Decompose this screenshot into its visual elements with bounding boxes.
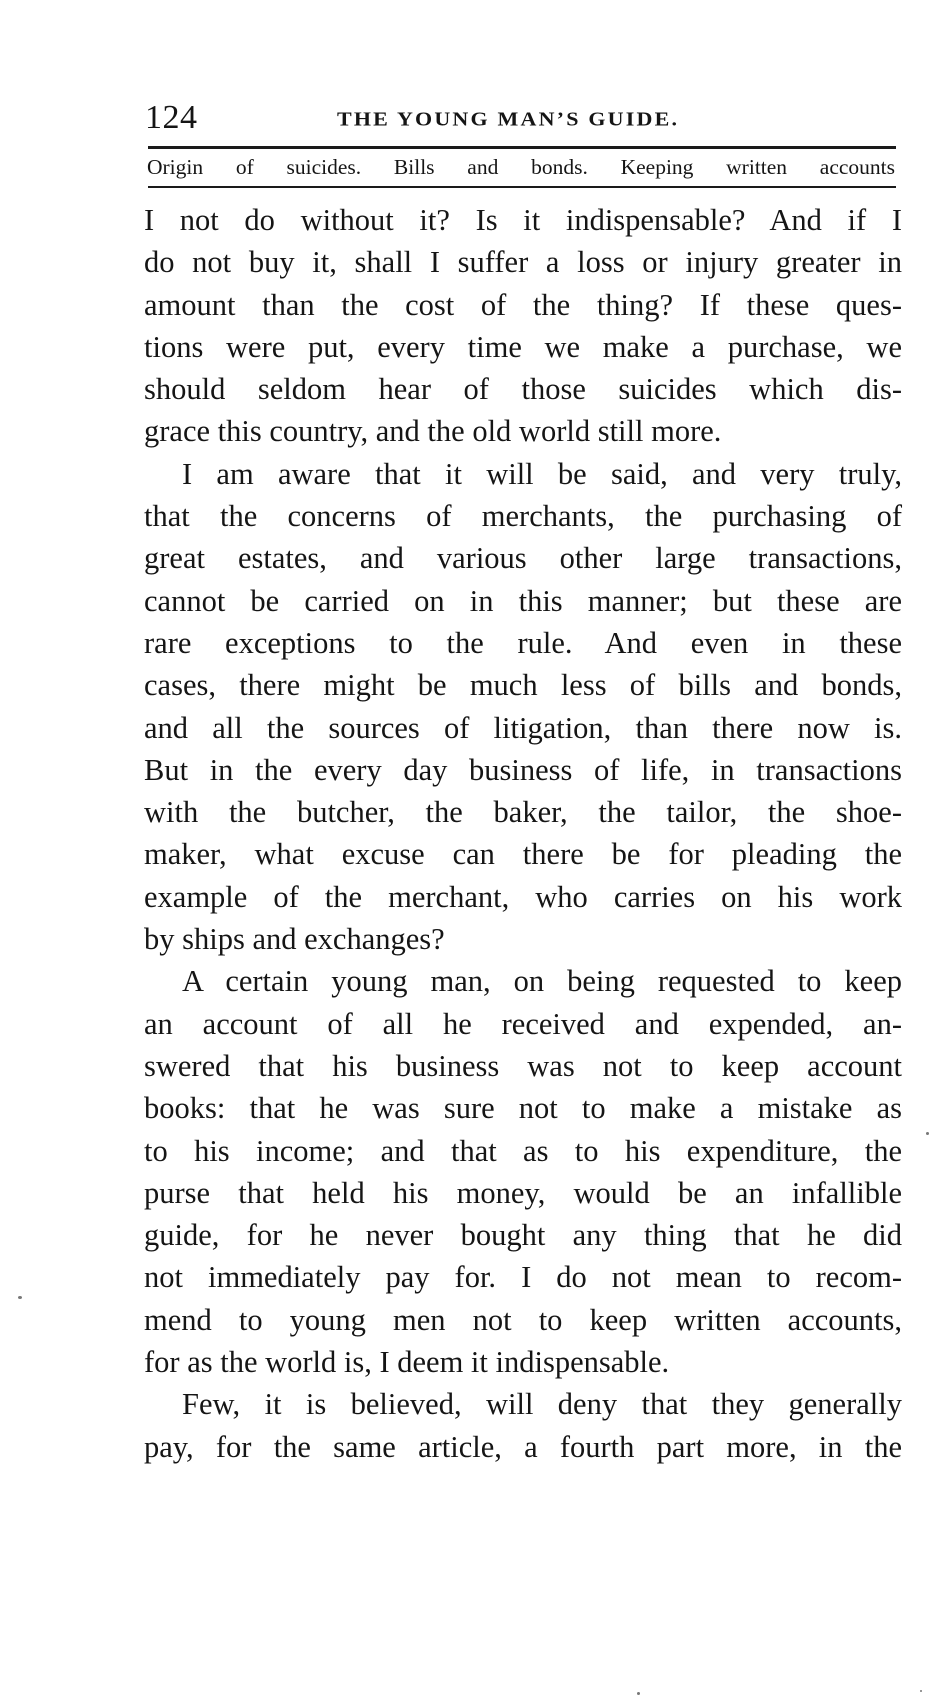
text-line: great estates, and various other large transactions, — [144, 541, 902, 576]
header-rule-bottom — [148, 186, 896, 188]
paragraph-4 — [144, 1383, 902, 1468]
text-line: amount than the cost of the thing? If these ques- — [144, 287, 902, 322]
text-line: not immediately pay for. I do not mean to recom- — [144, 1260, 902, 1295]
header-rule-top — [148, 146, 896, 149]
text-line: Few, it is believed, will deny that they generally — [182, 1387, 902, 1422]
scan-speck — [920, 1690, 922, 1692]
text-line: rare exceptions to the rule. And even in these — [144, 625, 902, 660]
text-line: and all the sources of litigation, than there now is. — [144, 710, 902, 745]
scan-speck — [926, 1132, 929, 1135]
paragraph-1 — [144, 199, 902, 453]
running-title: THE YOUNG MAN’S GUIDE. — [337, 107, 680, 130]
text-line: that the concerns of merchants, the purchasing of — [144, 499, 902, 534]
topic-bills-and-bonds: Bills and bonds. — [393, 155, 588, 179]
text-line: by ships and exchanges? — [144, 922, 445, 957]
text-line: cannot be carried on in this manner; but these are — [144, 583, 902, 618]
text-line: pay, for the same article, a fourth part more, in the — [144, 1429, 902, 1464]
text-line: mend to young men not to keep written accounts, — [144, 1302, 902, 1337]
topic-origin-of-suicides: Origin of suicides. — [147, 155, 362, 179]
text-line: guide, for he never bought any thing that he did — [144, 1218, 902, 1253]
text-line: tions were put, every time we make a purchase, we — [144, 329, 902, 364]
text-line: maker, what excuse can there be for pleading the — [144, 837, 902, 872]
running-topics — [147, 150, 895, 184]
scan-speck — [637, 1692, 640, 1695]
text-line: swered that his business was not to keep account — [144, 1048, 902, 1083]
paragraph-2 — [144, 453, 902, 961]
text-line: I not do without it? Is it indispensable? And if I — [144, 203, 902, 237]
text-line: should seldom hear of those suicides which dis- — [144, 372, 902, 407]
text-line: I am aware that it will be said, and very truly, — [182, 456, 902, 491]
text-line: grace this country, and the old world still more. — [144, 414, 722, 449]
text-line: with the butcher, the baker, the tailor, the shoe- — [144, 795, 902, 830]
text-line: an account of all he received and expended, an- — [144, 1006, 902, 1041]
text-line: A certain young man, on being requested to keep — [182, 964, 902, 999]
page-header — [145, 98, 895, 138]
text-line: example of the merchant, who carries on his work — [144, 879, 902, 914]
paragraph-3 — [144, 960, 902, 1383]
text-line: do not buy it, shall I suffer a loss or injury greater in — [144, 245, 902, 280]
page-number: 124 — [145, 99, 198, 136]
text-line: But in the every day business of life, in transactions — [144, 752, 902, 787]
text-line: books: that he was sure not to make a mistake as — [144, 1091, 902, 1126]
topic-keeping-written-accounts: Keeping written accounts — [620, 155, 896, 179]
text-line: to his income; and that as to his expenditure, the — [144, 1133, 902, 1168]
text-line: purse that held his money, would be an infallible — [144, 1175, 902, 1210]
text-line: for as the world is, I deem it indispensable. — [144, 1345, 670, 1380]
body-text — [144, 199, 902, 1468]
text-line: cases, there might be much less of bills and bonds, — [144, 668, 902, 703]
scan-speck — [18, 1296, 22, 1299]
